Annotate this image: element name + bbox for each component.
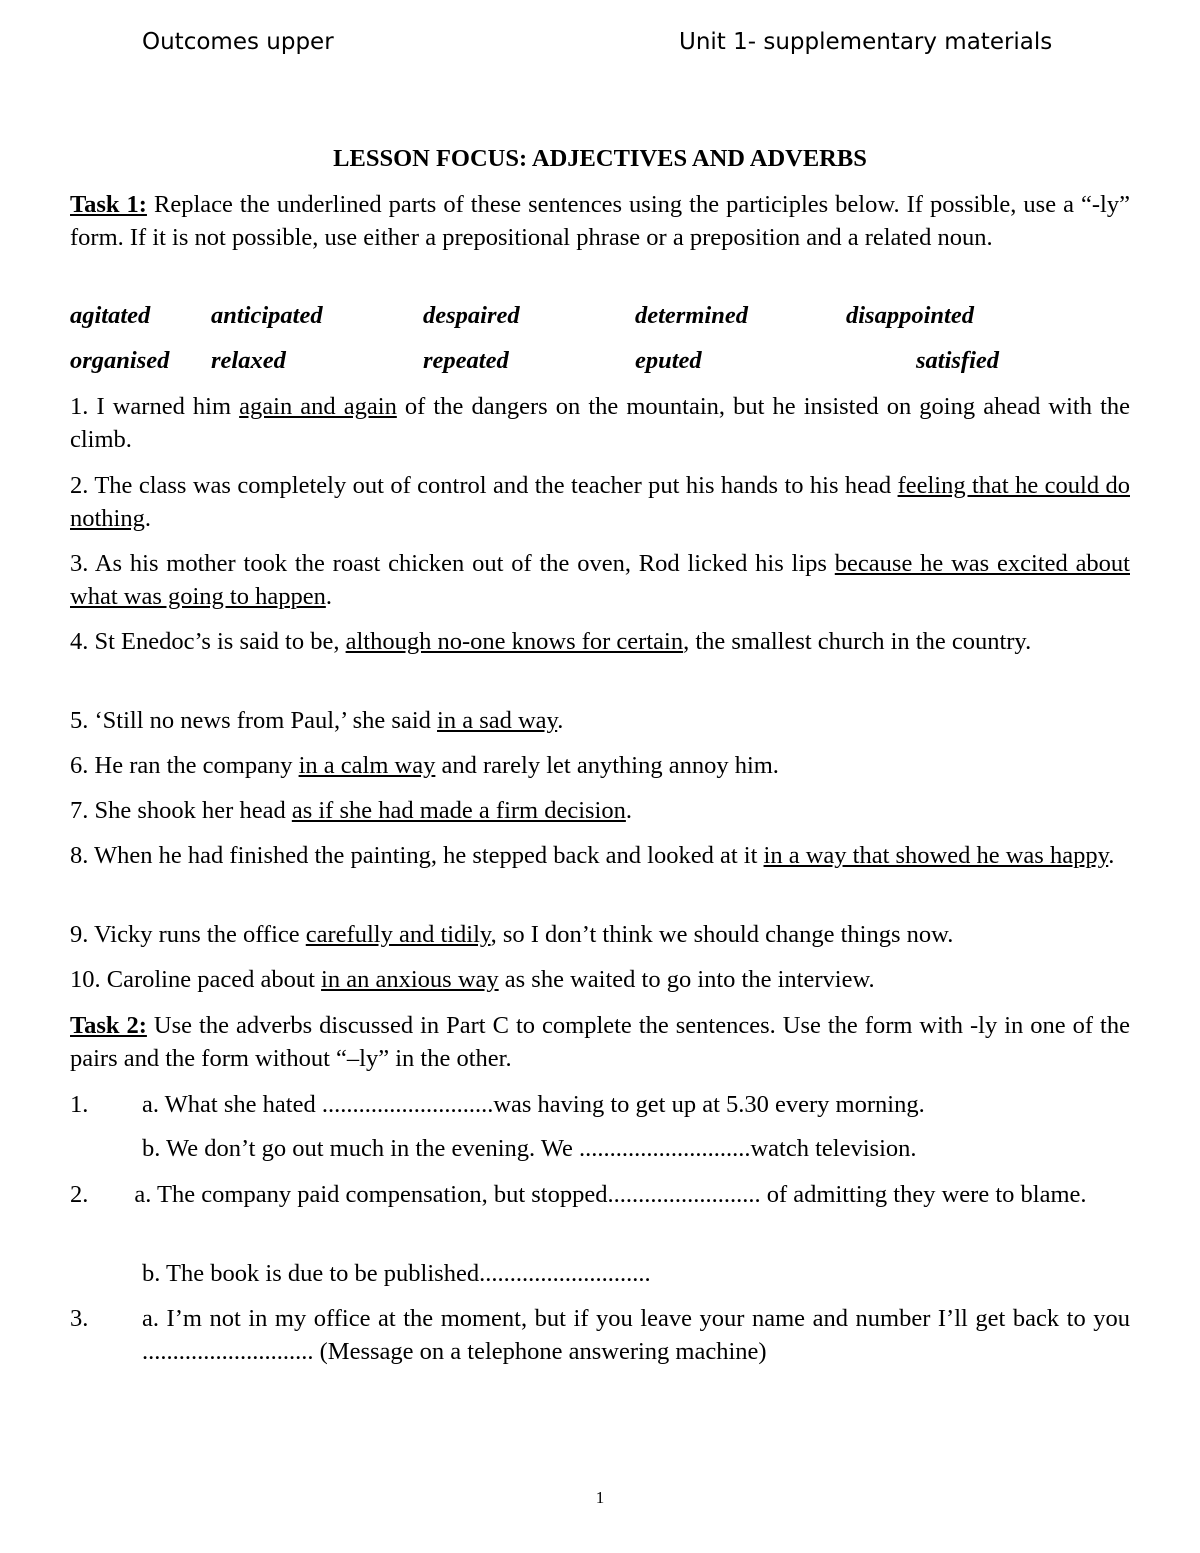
task2-item-1a: a. What she hated ............................was having to get up at 5.30 every morning. (142, 1091, 925, 1118)
underlined-phrase: feeling that he could do nothing (70, 472, 1130, 532)
word-bank-item: repeated (423, 347, 509, 374)
header-left: Outcomes upper (142, 29, 334, 55)
lesson-title: LESSON FOCUS: ADJECTIVES AND ADVERBS (333, 145, 867, 172)
word-bank-item: despaired (423, 302, 520, 329)
task2-item-2b: b. The book is due to be published............................ (142, 1260, 651, 1287)
task1-label: Task 1: (70, 191, 147, 218)
task1-sentence-9: 9. Vicky runs the office carefully and tidily, so I don’t think we should change things now. (70, 921, 954, 948)
header-right: Unit 1- supplementary materials (679, 29, 1053, 55)
word-bank-item: disappointed (846, 302, 974, 329)
task1-instructions (70, 188, 1130, 254)
task2-text: Use the adverbs discussed in Part C to complete the sentences. Use the form with -ly in one of the pairs and the form without “–ly” in the other. (70, 1012, 1130, 1072)
task1-sentence-2: 2. The class was completely out of control and the teacher put his hands to his head feeling that he could do nothing. (70, 472, 1130, 532)
word-bank-item: relaxed (211, 347, 286, 374)
task1-sentence-8: 8. When he had finished the painting, he stepped back and looked at it in a way that showed he was happy. (70, 842, 1115, 869)
word-bank-item: eputed (635, 347, 702, 374)
task2-item-1b: b. We don’t go out much in the evening. We ............................watch television. (142, 1135, 917, 1162)
underlined-phrase: although no-one knows for certain (345, 628, 684, 655)
task2-item-number: 1. (70, 1091, 89, 1118)
underlined-phrase: because he was excited about what was going to happen (70, 550, 1130, 610)
task2-instructions (70, 1009, 1130, 1075)
task1-sentence-3: 3. As his mother took the roast chicken out of the oven, Rod licked his lips because he was excited about what was going to happen. (70, 550, 1130, 610)
underlined-phrase: carefully and tidily (305, 921, 491, 948)
underlined-phrase: in a sad way (437, 707, 558, 734)
word-bank-item: agitated (70, 302, 151, 329)
task1-sentence-4: 4. St Enedoc’s is said to be, although no-one knows for certain, the smallest church in the country. (70, 628, 1032, 655)
underlined-phrase: as if she had made a firm decision (291, 797, 626, 824)
word-bank-item: organised (70, 347, 170, 374)
underlined-phrase: again and again (239, 393, 397, 420)
underlined-phrase: in a calm way (298, 752, 436, 779)
underlined-phrase: in a way that showed he was happy (763, 842, 1109, 869)
task1-sentence-10: 10. Caroline paced about in an anxious way as she waited to go into the interview. (70, 966, 875, 993)
task1-sentence-6: 6. He ran the company in a calm way and rarely let anything annoy him. (70, 752, 779, 779)
task1-sentence-5: 5. ‘Still no news from Paul,’ she said in a sad way. (70, 707, 564, 734)
task2-label: Task 2: (70, 1012, 147, 1039)
task1-text: Replace the underlined parts of these sentences using the participles below. If possible, use a “-ly” form. If it is not possible, use either a prepositional phrase or a preposition and a related noun. (70, 191, 1130, 251)
task2-item-3a: a. I’m not in my office at the moment, but if you leave your name and number I’ll get back to you ............................ (Message on a telephone answering machine) (142, 1305, 1130, 1365)
page-number: 1 (595, 1488, 605, 1507)
word-bank-item: determined (635, 302, 748, 329)
underlined-phrase: in an anxious way (321, 966, 499, 993)
task2-item-number: 3. (70, 1305, 89, 1332)
task2-item-2a: 2. a. The company paid compensation, but stopped......................... of admitting they were to blame. (70, 1181, 1087, 1208)
task1-sentence-1: 1. I warned him again and again of the dangers on the mountain, but he insisted on going ahead with the climb. (70, 393, 1130, 453)
word-bank-item: anticipated (211, 302, 323, 329)
word-bank-item: satisfied (916, 347, 1000, 374)
task1-sentence-7: 7. She shook her head as if she had made a firm decision. (70, 797, 632, 824)
